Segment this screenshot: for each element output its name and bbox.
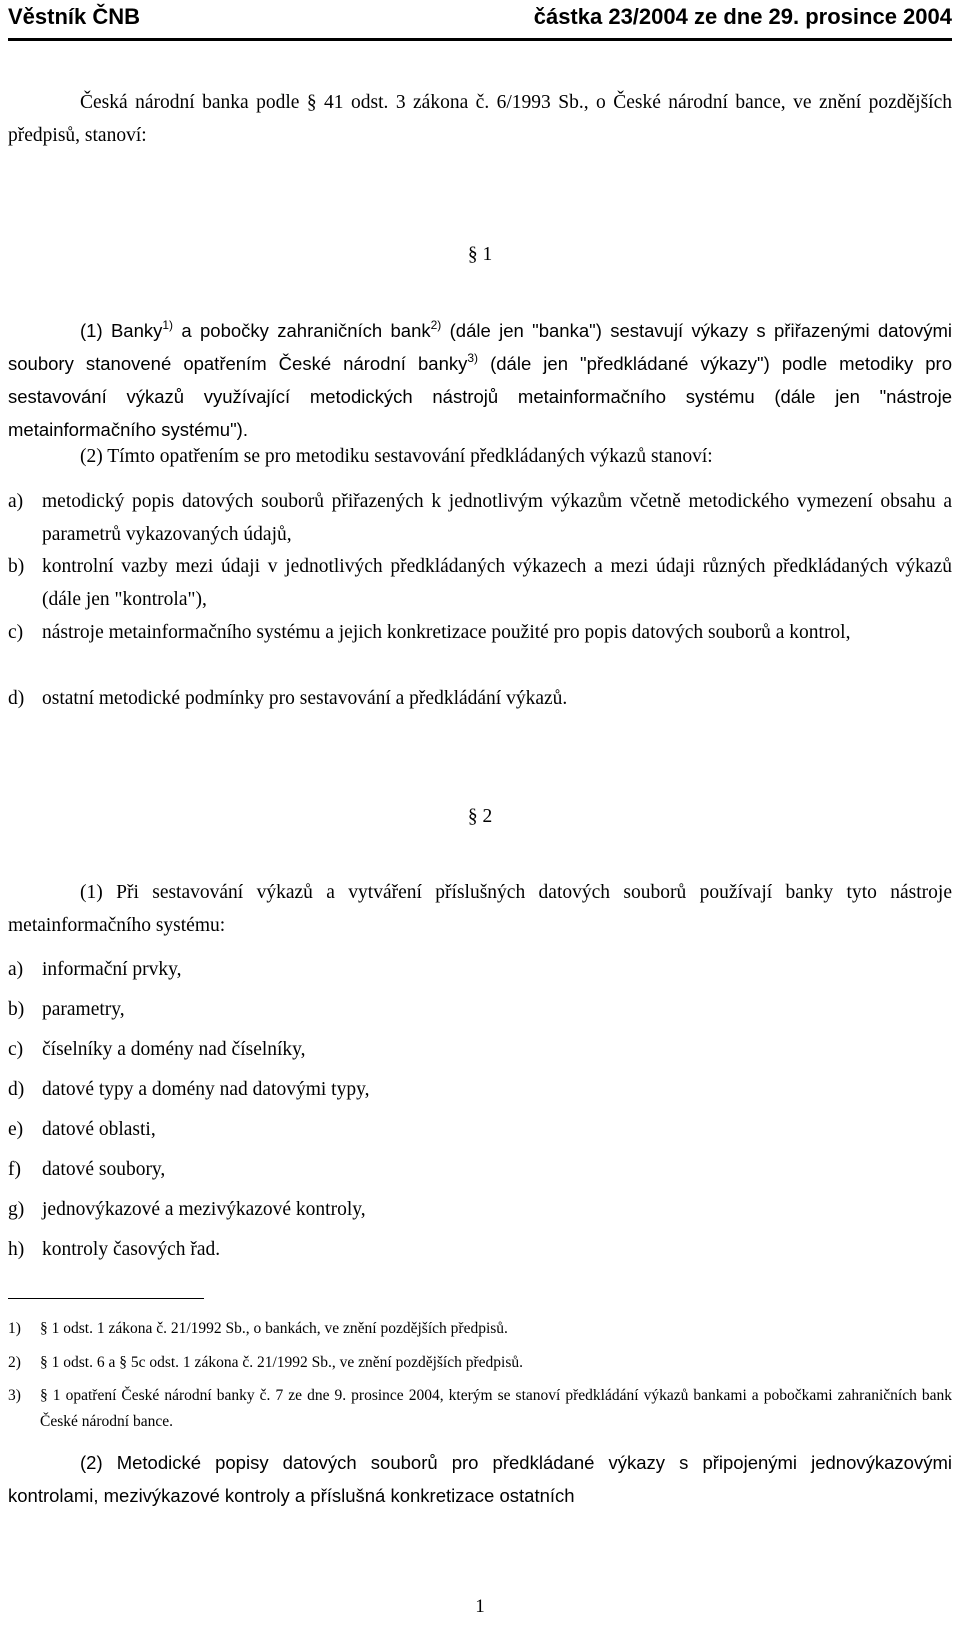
list-item: f) datové soubory,	[8, 1159, 166, 1180]
list-item: a) metodický popis datových souborů přiřazených k jednotlivým výkazům včetně metodického vymezení obsahu a parametrů vykazovaných údajů,	[8, 491, 952, 545]
list-item: g) jednovýkazové a mezivýkazové kontroly,	[8, 1199, 366, 1220]
footnote: 3) § 1 opatření České národní banky č. 7 ze dne 9. prosince 2004, kterým se stanoví předkládání výkazů bankami a pobočkami zahraničních bank České národní bance.	[8, 1387, 952, 1430]
issue-info: částka 23/2004 ze dne 29. prosince 2004	[533, 4, 952, 29]
list-item: d) ostatní metodické podmínky pro sestavování a předkládání výkazů.	[8, 688, 568, 709]
section-1-paragraph-2: (2) Tímto opatřením se pro metodiku sestavování předkládaných výkazů stanoví:	[80, 446, 713, 467]
list-item: b) kontrolní vazby mezi údaji v jednotlivých předkládaných výkazech a mezi údaji různých předkládaných výkazů (dále jen "kontrola"),	[8, 556, 952, 610]
section-2-paragraph-2: (2) Metodické popisy datových souborů pro předkládané výkazy s připojenými jednovýkazovými kontrolami, mezivýkazové kontroly a příslušná konkretizace ostatních	[8, 1452, 952, 1506]
footnote: 2) § 1 odst. 6 a § 5c odst. 1 zákona č. 21/1992 Sb., ve znění pozdějších předpisů.	[8, 1354, 523, 1371]
section-2-heading: § 2	[467, 806, 493, 827]
list-item: a) informační prvky,	[8, 959, 182, 980]
footnote-separator	[8, 1298, 204, 1299]
list-item: b) parametry,	[8, 999, 125, 1020]
publication-title: Věstník ČNB	[8, 4, 141, 29]
footnote: 1) § 1 odst. 1 zákona č. 21/1992 Sb., o bankách, ve znění pozdějších předpisů.	[8, 1320, 508, 1337]
page-number: 1	[475, 1596, 485, 1617]
list-item: e) datové oblasti,	[8, 1119, 156, 1140]
list-item: d) datové typy a domény nad datovými typy,	[8, 1079, 370, 1100]
list-item: c) číselníky a domény nad číselníky,	[8, 1039, 306, 1060]
intro-paragraph: Česká národní banka podle § 41 odst. 3 zákona č. 6/1993 Sb., o České národní bance, ve znění pozdějších předpisů, stanoví:	[8, 92, 952, 146]
section-2-paragraph-1: (1) Při sestavování výkazů a vytváření příslušných datových souborů používají banky tyto nástroje metainformačního systému:	[8, 882, 952, 936]
list-item: h) kontroly časových řad.	[8, 1239, 221, 1260]
page-header	[8, 0, 952, 41]
list-item: c) nástroje metainformačního systému a jejich konkretizace použité pro popis datových souborů a kontrol,	[8, 622, 851, 643]
section-1-heading: § 1	[467, 244, 493, 265]
section-1-paragraph-1: (1) Banky$^{1)}$ a pobočky zahraničních bank$^{2)}$ (dále jen "banka") sestavují výkazy s přiřazenými datovými soubory stanovené opatřením České národní banky$^{3)}$ (dále jen "předkládané výkazy") podle metodiky pro sestavování výkazů využívající metodických nástrojů metainformačního systému (dále jen "nástroje metainformačního systému").	[8, 318, 953, 440]
